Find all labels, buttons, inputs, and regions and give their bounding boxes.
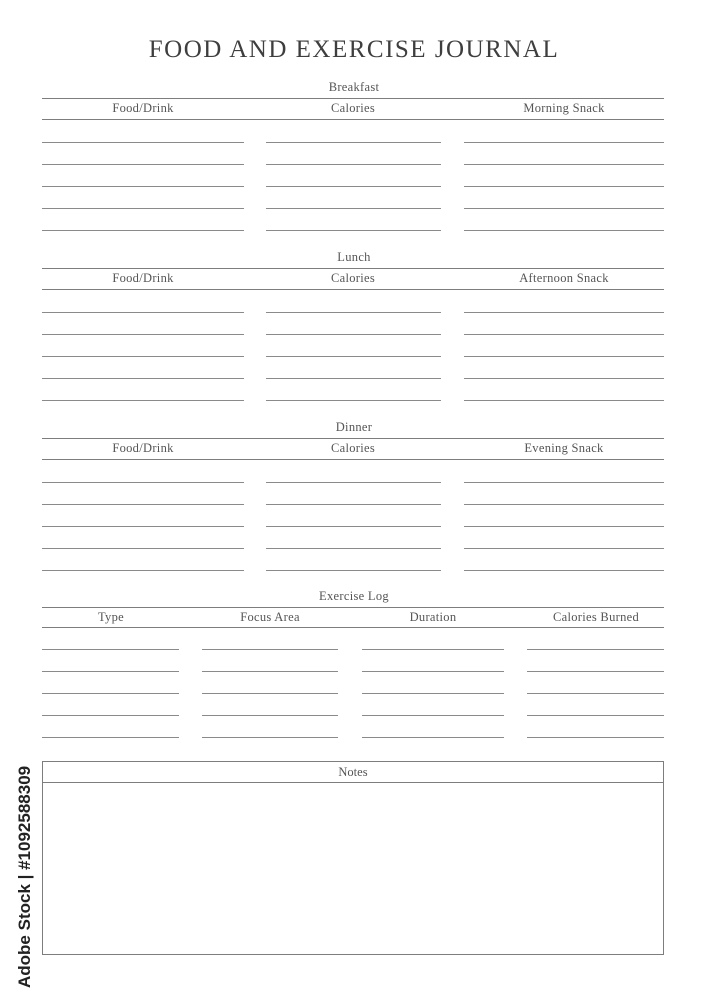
section-label-1: Lunch	[337, 250, 371, 264]
writing-line[interactable]	[42, 548, 244, 549]
exercise-writing-line[interactable]	[202, 715, 338, 716]
column-header: Calories	[330, 101, 376, 115]
exercise-header-bottom-line	[42, 627, 664, 628]
notes-box[interactable]	[42, 761, 664, 955]
writing-line[interactable]	[464, 356, 664, 357]
writing-line[interactable]	[266, 548, 441, 549]
exercise-writing-line[interactable]	[362, 693, 504, 694]
exercise-writing-line[interactable]	[202, 671, 338, 672]
writing-line[interactable]	[464, 208, 664, 209]
section-label-2: Dinner	[335, 420, 373, 434]
writing-line[interactable]	[42, 142, 244, 143]
writing-line[interactable]	[266, 356, 441, 357]
column-header: Calories	[330, 441, 376, 455]
exercise-writing-line[interactable]	[42, 649, 179, 650]
writing-line[interactable]	[42, 504, 244, 505]
section-top-line	[42, 438, 664, 439]
section-label-0: Breakfast	[328, 80, 380, 94]
exercise-writing-line[interactable]	[362, 737, 504, 738]
writing-line[interactable]	[42, 378, 244, 379]
writing-line[interactable]	[42, 334, 244, 335]
writing-line[interactable]	[464, 186, 664, 187]
writing-line[interactable]	[42, 356, 244, 357]
exercise-writing-line[interactable]	[202, 649, 338, 650]
exercise-writing-line[interactable]	[42, 671, 179, 672]
exercise-column-header: Focus Area	[240, 610, 300, 624]
exercise-writing-line[interactable]	[42, 693, 179, 694]
notes-label: Notes	[338, 765, 368, 779]
column-header: Calories	[330, 271, 376, 285]
column-header: Food/Drink	[112, 441, 174, 455]
watermark-text: Adobe Stock | #1092588309	[15, 765, 34, 988]
exercise-writing-line[interactable]	[362, 715, 504, 716]
writing-line[interactable]	[464, 142, 664, 143]
writing-line[interactable]	[266, 570, 441, 571]
exercise-writing-line[interactable]	[362, 671, 504, 672]
header-bottom-line	[42, 459, 664, 460]
column-header: Evening Snack	[524, 441, 604, 455]
writing-line[interactable]	[464, 312, 664, 313]
column-header: Food/Drink	[112, 271, 174, 285]
section-top-line	[42, 268, 664, 269]
header-bottom-line	[42, 289, 664, 290]
writing-line[interactable]	[464, 526, 664, 527]
header-bottom-line	[42, 119, 664, 120]
writing-line[interactable]	[266, 504, 441, 505]
exercise-writing-line[interactable]	[362, 649, 504, 650]
writing-line[interactable]	[266, 142, 441, 143]
column-header: Morning Snack	[523, 101, 605, 115]
writing-line[interactable]	[266, 526, 441, 527]
writing-line[interactable]	[464, 570, 664, 571]
writing-line[interactable]	[42, 400, 244, 401]
writing-line[interactable]	[42, 570, 244, 571]
column-header: Afternoon Snack	[519, 271, 609, 285]
writing-line[interactable]	[42, 482, 244, 483]
exercise-top-line	[42, 607, 664, 608]
exercise-writing-line[interactable]	[527, 671, 664, 672]
exercise-column-header: Duration	[409, 610, 457, 624]
writing-line[interactable]	[464, 378, 664, 379]
exercise-writing-line[interactable]	[42, 715, 179, 716]
writing-line[interactable]	[464, 504, 664, 505]
exercise-writing-line[interactable]	[202, 737, 338, 738]
writing-line[interactable]	[464, 164, 664, 165]
writing-line[interactable]	[464, 334, 664, 335]
writing-line[interactable]	[42, 230, 244, 231]
exercise-writing-line[interactable]	[42, 737, 179, 738]
writing-line[interactable]	[266, 186, 441, 187]
writing-line[interactable]	[42, 186, 244, 187]
writing-line[interactable]	[464, 230, 664, 231]
writing-line[interactable]	[266, 400, 441, 401]
writing-line[interactable]	[464, 400, 664, 401]
writing-line[interactable]	[266, 164, 441, 165]
exercise-writing-line[interactable]	[527, 693, 664, 694]
writing-line[interactable]	[42, 312, 244, 313]
exercise-writing-line[interactable]	[202, 693, 338, 694]
column-header: Food/Drink	[112, 101, 174, 115]
writing-line[interactable]	[42, 164, 244, 165]
writing-line[interactable]	[266, 312, 441, 313]
writing-line[interactable]	[42, 526, 244, 527]
page-title: FOOD AND EXERCISE JOURNAL	[148, 36, 560, 63]
writing-line[interactable]	[42, 208, 244, 209]
writing-line[interactable]	[464, 482, 664, 483]
exercise-column-header: Calories Burned	[552, 610, 640, 624]
writing-line[interactable]	[266, 482, 441, 483]
section-top-line	[42, 98, 664, 99]
writing-line[interactable]	[266, 334, 441, 335]
writing-line[interactable]	[266, 378, 441, 379]
writing-line[interactable]	[266, 230, 441, 231]
writing-line[interactable]	[464, 548, 664, 549]
adobe-stock-watermark	[2, 752, 42, 990]
writing-line[interactable]	[266, 208, 441, 209]
exercise-writing-line[interactable]	[527, 737, 664, 738]
notes-divider	[43, 782, 663, 783]
exercise-writing-line[interactable]	[527, 649, 664, 650]
exercise-column-header: Type	[97, 610, 124, 624]
exercise-writing-line[interactable]	[527, 715, 664, 716]
exercise-label: Exercise Log	[319, 589, 389, 603]
